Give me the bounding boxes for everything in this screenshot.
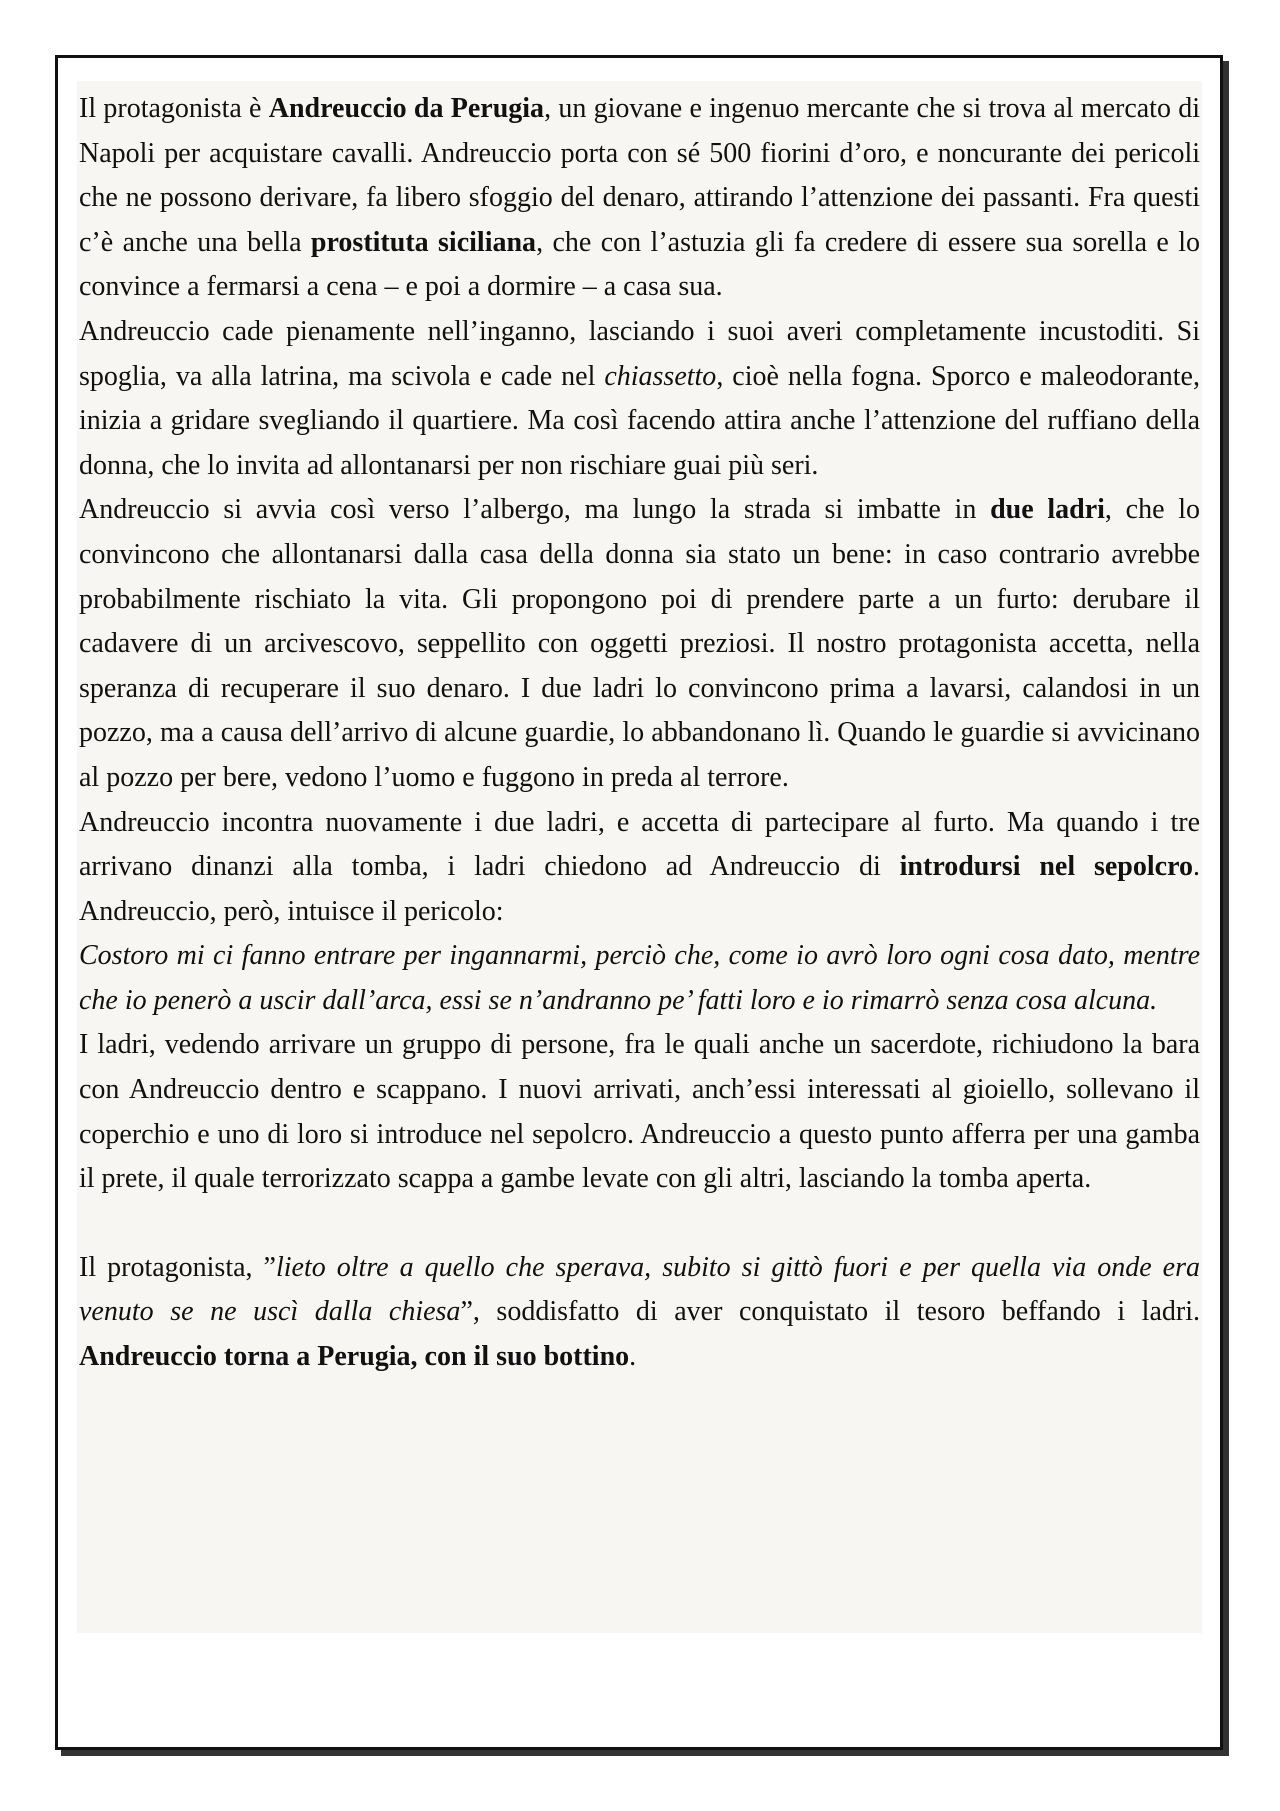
- summary-text-block: [77, 81, 1202, 1633]
- paragraph-1: Il protagonista è Andreuccio da Perugia, un giovane e ingenuo mercante che si trova al mercato di Napoli per acquistare cavalli. Andreuccio porta con sé 500 fiorini d’oro, e noncurante dei pericoli che ne possono derivare, fa libero sfoggio del denaro, attirando l’attenzione dei passanti. Fra questi c’è anche una bella prostituta siciliana, che con l’astuzia gli fa credere di essere sua sorella e lo convince a fermarsi a cena – e poi a dormire – a casa sua.: [79, 93, 1201, 303]
- paragraph-conclusion: Il protagonista, ”lieto oltre a quello che sperava, subito si gittò fuori e per quella via onde era venuto se ne uscì dalla chiesa”, soddisfatto di aver conquistato il tesoro beffando i ladri. Andreuccio torna a Perugia, con il suo bottino.: [79, 1251, 1200, 1373]
- boccaccio-quote: Costoro mi ci fanno entrare per ingannarmi, perciò che, come io avrò loro ogni cosa dato, mentre che io penerò a uscir dall’arca, essi se n’andranno pe’ fatti loro e io rimarrò senza cosa alcuna.: [79, 940, 1200, 1016]
- paragraph-6: I ladri, vedendo arrivare un gruppo di persone, fra le quali anche un sacerdote, richiudono la bara con Andreuccio dentro e scappano. I nuovi arrivati, anch’essi interessati al gioiello, sollevano il coperchio e uno di loro si introduce nel sepolcro. Andreuccio a questo punto afferra per una gamba il prete, il quale terrorizzato scappa a gambe levate con gli altri, lasciando la tomba aperta.: [79, 1029, 1200, 1195]
- page-frame: [55, 55, 1223, 1750]
- paragraph-2: Andreuccio cade pienamente nell’inganno, lasciando i suoi averi completamente incustoditi. Si spoglia, va alla latrina, ma scivola e cade nel chiassetto, cioè nella fogna. Sporco e maleodorante, inizia a gridare svegliando il quartiere. Ma così facendo attira anche l’attenzione del ruffiano della donna, che lo invita ad allontanarsi per non rischiare guai più seri.: [79, 315, 1200, 481]
- paragraph-4: Andreuccio incontra nuovamente i due ladri, e accetta di partecipare al furto. Ma quando i tre arrivano dinanzi alla tomba, i ladri chiedono ad Andreuccio di introdursi nel sepolcro. Andreuccio, però, intuisce il pericolo:: [79, 806, 1200, 927]
- paragraph-3: Andreuccio si avvia così verso l’albergo, ma lungo la strada si imbatte in due ladri, che lo convincono che allontanarsi dalla casa della donna sia stato un bene: in caso contrario avrebbe probabilmente rischiato la vita. Gli propongono poi di prendere parte a un furto: derubare il cadavere di un arcivescovo, seppellito con oggetti preziosi. Il nostro protagonista accetta, nella speranza di recuperare il suo denaro. I due ladri lo convincono prima a lavarsi, calandosi in un pozzo, ma a causa dell’arrivo di alcune guardie, lo abbandonano lì. Quando le guardie si avvicinano al pozzo per bere, vedono l’uomo e fuggono in preda al terrore.: [79, 494, 1200, 793]
